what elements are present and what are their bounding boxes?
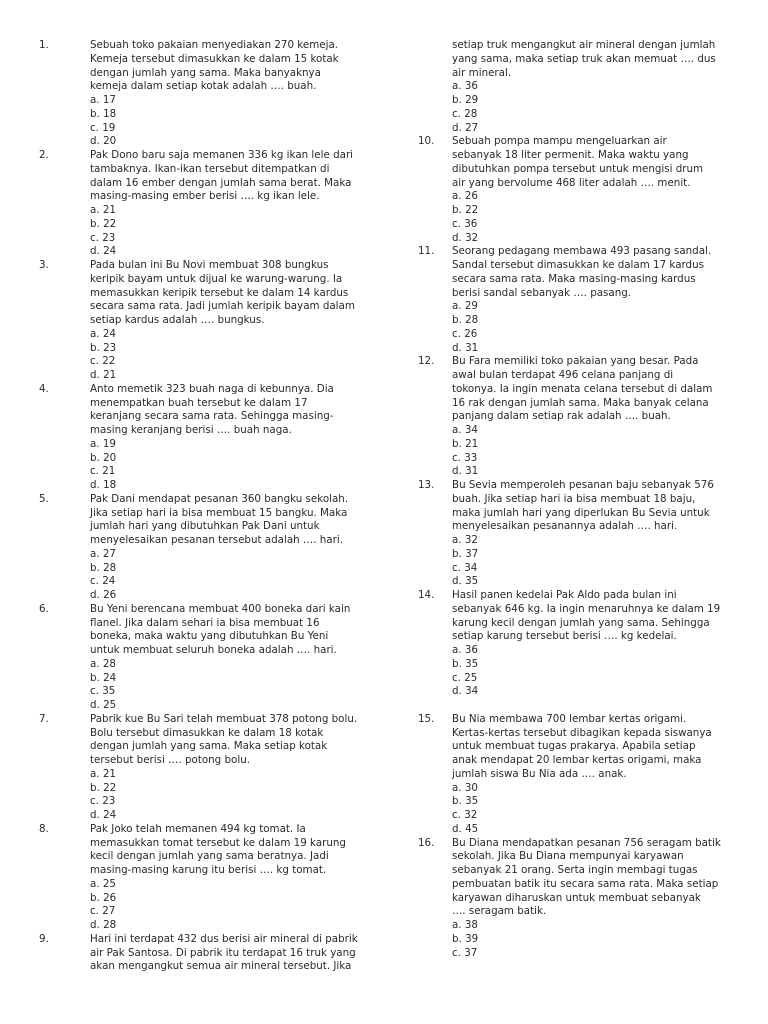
question-body [90, 383, 372, 493]
answer-option: c. 23 [90, 795, 116, 808]
answer-option: a. 26 [452, 190, 478, 203]
question-text-line: Bu Sevia memperoleh pesanan baju sebanyak 576 [452, 479, 714, 491]
answer-option: c. 22 [90, 355, 116, 368]
answer-option: d. 45 [452, 822, 479, 835]
question-text-line: awal bulan terdapat 496 celana panjang di [452, 369, 674, 381]
question-text-line: menyelesaikan pesanan tersebut adalah …. hari. [90, 534, 343, 546]
question-text-line: anak mendapat 20 lembar kertas origami, maka [452, 754, 702, 766]
question-text-line: Seorang pedagang membawa 493 pasang sandal. [452, 245, 712, 258]
question-number-cell [418, 245, 452, 355]
answer-option: d. 31 [452, 341, 479, 354]
question-text-line: Kertas-kertas tersebut dibagikan kepada siswanya [452, 726, 712, 739]
question-text-line: sebanyak 18 liter permenit. Maka waktu yang [452, 149, 689, 161]
question-body [90, 39, 372, 149]
question-text-line: Hari ini terdapat 432 dus berisi air mineral di pabrik [90, 932, 358, 945]
answer-option: c. 26 [452, 327, 478, 340]
question-number: 8. [39, 822, 49, 835]
question-body [90, 823, 372, 933]
question-text-line: Hasil panen kedelai Pak Aldo pada bulan ini [452, 589, 677, 601]
question-text-line: sebanyak 21 orang. Serta ingin membagi tugas [452, 864, 698, 876]
question-text-line: masing-masing karung itu berisi …. kg tomat. [90, 864, 327, 876]
question-number: 1. [39, 39, 49, 51]
question-text-line: secara sama rata. Maka masing-masing kardus [452, 272, 696, 285]
answer-option: b. 21 [452, 437, 479, 450]
question-text-line: setiap kardus adalah …. bungkus. [90, 314, 265, 326]
question-text-line: dengan jumlah yang sama. Maka setiap kotak [90, 740, 328, 753]
question-number: 2. [39, 149, 49, 161]
answer-option: a. 32 [452, 534, 478, 546]
left-column [36, 39, 372, 974]
answer-option: a. 38 [452, 919, 478, 931]
question-text-line: panjang dalam setiap rak adalah …. buah. [452, 410, 671, 423]
answer-option: b. 22 [90, 781, 117, 794]
question-text-line: setiap truk mengangkut air mineral dengan jumlah [452, 39, 716, 51]
question-body [90, 933, 372, 974]
question-text-line: jumlah siswa Bu Nia ada …. anak. [452, 767, 627, 780]
question-item [418, 135, 743, 245]
question-text-line: sekolah. Jika Bu Diana mempunyai karyawan [452, 850, 684, 863]
question-number-cell [36, 149, 90, 259]
question-number: 14. [418, 589, 435, 601]
question-item [418, 479, 743, 589]
question-text-line: air mineral. [452, 66, 512, 79]
question-text-line: air Pak Santosa. Di pabrik itu terdapat 16 truk yang [90, 946, 356, 959]
question-body [452, 837, 743, 961]
question-9-continuation [418, 39, 743, 135]
question-text-line: tambaknya. Ikan-ikan tersebut ditempatkan di [90, 162, 330, 175]
question-text-line: Bu Yeni berencana membuat 400 boneka dari kain [90, 602, 351, 615]
question-number-cell [418, 713, 452, 837]
answer-option: b. 23 [90, 341, 117, 354]
question-text-line: keripik bayam untuk dijual ke warung-warung. Ia [90, 272, 343, 285]
question-text-line: yang sama, maka setiap truk akan memuat …. dus [452, 52, 716, 65]
answer-option: c. 25 [452, 671, 478, 684]
answer-option: d. 20 [90, 135, 117, 148]
question-number: 3. [39, 259, 49, 271]
question-text-line: Sandal tersebut dimasukkan ke dalam 17 kardus [452, 259, 704, 271]
question-text-line: Sebuah toko pakaian menyediakan 270 kemeja. [90, 39, 339, 51]
answer-option: b. 20 [90, 451, 117, 464]
answer-option: b. 18 [90, 107, 117, 120]
answer-option: a. 36 [452, 80, 478, 93]
question-text-line: tersebut berisi …. potong bolu. [90, 754, 250, 766]
answer-option: a. 27 [90, 547, 116, 560]
answer-option: d. 34 [452, 685, 479, 698]
question-number-cell [36, 823, 90, 933]
answer-option: b. 28 [90, 561, 117, 574]
answer-option: a. 21 [90, 204, 116, 216]
question-text-line: dibutuhkan pompa tersebut untuk mengisi drum [452, 162, 704, 175]
question-number: 16. [418, 836, 435, 849]
answer-option: d. 31 [452, 465, 479, 478]
question-body [90, 493, 372, 603]
answer-option: c. 21 [90, 465, 116, 478]
question-item [418, 713, 743, 837]
question-text-line: boneka, maka waktu yang dibutuhkan Bu Yeni [90, 630, 329, 643]
question-item [36, 713, 372, 823]
question-number-cell [418, 355, 452, 479]
question-text-line: Pak Dani mendapat pesanan 360 bangku sekolah. [90, 492, 349, 505]
question-text-line: Pabrik kue Bu Sari telah membuat 378 potong bolu. [90, 712, 358, 725]
answer-option: a. 21 [90, 767, 116, 780]
question-number-cell [418, 589, 452, 699]
answer-option: d. 32 [452, 231, 479, 244]
answer-option: c. 19 [90, 121, 116, 134]
question-text-line: flanel. Jika dalam sehari ia bisa membuat 16 [90, 616, 320, 629]
answer-option: d. 24 [90, 245, 117, 258]
question-number: 5. [39, 492, 49, 505]
answer-option: d. 24 [90, 809, 117, 821]
answer-option: a. 36 [452, 644, 478, 656]
question-body [452, 479, 743, 589]
question-text-line: berisi sandal sebanyak …. pasang. [452, 286, 632, 299]
question-text-line: Bolu tersebut dimasukkan ke dalam 18 kotak [90, 726, 324, 739]
question-text-line: air yang bervolume 468 liter adalah …. menit. [452, 176, 691, 189]
question-text-line: masing keranjang berisi …. buah naga. [90, 424, 292, 436]
question-text-line: karyawan diharuskan untuk membuat sebanyak [452, 891, 701, 904]
answer-option: c. 24 [90, 575, 116, 588]
question-text-line: kemeja dalam setiap kotak adalah …. buah. [90, 80, 317, 93]
question-text-line: Pak Dono baru saja memanen 336 kg ikan lele dari [90, 149, 354, 161]
answer-option: c. 37 [452, 946, 478, 959]
question-body [90, 259, 372, 383]
answer-option: c. 33 [452, 451, 478, 464]
question-body [452, 713, 743, 837]
question-item [36, 149, 372, 259]
answer-option: a. 17 [90, 94, 116, 106]
answer-option: c. 36 [452, 217, 478, 230]
answer-option: a. 34 [452, 424, 478, 436]
question-number: 6. [39, 602, 49, 615]
answer-option: b. 22 [452, 204, 479, 216]
answer-option: c. 27 [90, 905, 116, 918]
question-text-line: keranjang secara sama rata. Sehingga masing- [90, 410, 334, 423]
question-text-line: pembuatan batik itu secara sama rata. Maka setiap [452, 877, 719, 890]
answer-option: b. 28 [452, 314, 479, 326]
question-text-line: masing-masing ember berisi …. kg ikan lele. [90, 190, 320, 203]
question-text-line: karung kecil dengan jumlah yang sama. Sehingga [452, 616, 710, 629]
question-body [90, 713, 372, 823]
question-text-line: Bu Nia membawa 700 lembar kertas origami. [452, 712, 687, 725]
question-text-line: secara sama rata. Jadi jumlah keripik bayam dalam [90, 300, 355, 313]
question-number-cell [36, 493, 90, 603]
question-text-line: Jika setiap hari ia bisa membuat 15 bangku. Maka [90, 506, 348, 519]
question-text-line: menyelesaikan pesanannya adalah …. hari. [452, 520, 678, 533]
question-body [90, 149, 372, 259]
answer-option: b. 29 [452, 94, 479, 106]
question-body [90, 603, 372, 713]
answer-option: d. 21 [90, 369, 117, 381]
question-text-line: buah. Jika setiap hari ia bisa membuat 18 baju, [452, 492, 696, 505]
answer-option: b. 37 [452, 547, 479, 560]
question-number: 12. [418, 355, 435, 368]
answer-option: b. 22 [90, 217, 117, 230]
answer-option: d. 26 [90, 589, 117, 601]
question-item [36, 39, 372, 149]
question-item [36, 933, 372, 974]
answer-option: d. 27 [452, 121, 479, 134]
answer-option: a. 24 [90, 327, 116, 340]
question-text-line: maka jumlah hari yang diperlukan Bu Sevia untuk [452, 506, 710, 519]
answer-option: d. 25 [90, 699, 117, 711]
spacer [418, 699, 743, 713]
question-body [452, 355, 743, 479]
answer-option: c. 34 [452, 561, 478, 574]
question-number-cell [418, 135, 452, 245]
answer-option: a. 25 [90, 877, 116, 890]
answer-option: a. 19 [90, 437, 116, 450]
question-number-cell [36, 383, 90, 493]
question-text-line: memasukkan tomat tersebut ke dalam 19 karung [90, 836, 346, 849]
question-text-line: Kemeja tersebut dimasukkan ke dalam 15 kotak [90, 52, 339, 65]
right-column [418, 39, 743, 960]
question-text-line: menempatkan buah tersebut ke dalam 17 [90, 396, 308, 409]
question-text-line: Bu Fara memiliki toko pakaian yang besar. Pada [452, 355, 699, 368]
question-number-cell [36, 39, 90, 149]
answer-option: b. 39 [452, 932, 479, 945]
question-item [418, 245, 743, 355]
question-text-line: Pada bulan ini Bu Novi membuat 308 bungkus [90, 259, 329, 271]
answer-option: b. 35 [452, 795, 479, 808]
question-number-cell [36, 259, 90, 383]
question-body [452, 135, 743, 245]
question-text-line: sebanyak 646 kg. Ia ingin menaruhnya ke dalam 19 [452, 602, 721, 615]
question-number: 10. [418, 135, 435, 148]
question-text-line: untuk membuat seluruh boneka adalah …. hari. [90, 644, 337, 656]
question-number-cell [36, 933, 90, 974]
question-item [36, 823, 372, 933]
question-number-cell [36, 603, 90, 713]
answer-option: d. 18 [90, 479, 117, 491]
answer-option: c. 35 [90, 685, 116, 698]
answer-option: c. 23 [90, 231, 116, 244]
question-number: 9. [39, 932, 49, 945]
answer-option: c. 32 [452, 809, 478, 821]
question-text-line: Pak Joko telah memanen 494 kg tomat. Ia [90, 822, 306, 835]
question-text-line: akan mengangkut semua air mineral tersebut. Jika [90, 960, 352, 973]
question-item [36, 383, 372, 493]
question-text-line: memasukkan keripik tersebut ke dalam 14 kardus [90, 286, 349, 299]
question-text-line: jumlah hari yang dibutuhkan Pak Dani untuk [90, 520, 320, 533]
answer-option: a. 28 [90, 657, 116, 670]
question-text-line: 16 rak dengan jumlah sama. Maka banyak celana [452, 396, 709, 409]
answer-option: a. 29 [452, 300, 478, 313]
answer-option: b. 26 [90, 891, 117, 904]
question-number-cell [36, 713, 90, 823]
answer-option: b. 24 [90, 671, 117, 684]
question-text-line: dengan jumlah yang sama. Maka banyaknya [90, 66, 321, 79]
question-body [452, 589, 743, 699]
question-number-cell [418, 479, 452, 589]
question-number: 13. [418, 479, 435, 491]
answer-option: d. 28 [90, 919, 117, 931]
question-text-line: Sebuah pompa mampu mengeluarkan air [452, 135, 667, 148]
question-text-line: untuk membuat tugas prakarya. Apabila setiap [452, 740, 696, 753]
question-text-line: tokonya. Ia ingin menata celana tersebut di dalam [452, 382, 713, 395]
question-item [36, 259, 372, 383]
question-item [36, 603, 372, 713]
question-number: 15. [418, 712, 435, 725]
question-text-line: setiap karung tersebut berisi …. kg kedelai. [452, 630, 677, 643]
question-body [452, 245, 743, 355]
question-text-line: Anto memetik 323 buah naga di kebunnya. Dia [90, 382, 334, 395]
question-number: 4. [39, 382, 49, 395]
question-number-cell [418, 837, 452, 961]
question-number: 7. [39, 712, 49, 725]
question-text-line: kecil dengan jumlah yang sama beratnya. Jadi [90, 850, 329, 863]
answer-option: d. 35 [452, 575, 479, 588]
question-text-line: dalam 16 ember dengan jumlah sama berat. Maka [90, 176, 352, 189]
question-text-line: Bu Diana mendapatkan pesanan 756 seragam batik [452, 836, 721, 849]
answer-option: b. 35 [452, 657, 479, 670]
question-text-line: …. seragam batik. [452, 905, 547, 918]
question-number: 11. [418, 245, 435, 258]
question-item [418, 837, 743, 961]
question-item [418, 355, 743, 479]
question-item [36, 493, 372, 603]
question-item [418, 589, 743, 699]
answer-option: a. 30 [452, 781, 478, 794]
answer-option: c. 28 [452, 107, 478, 120]
